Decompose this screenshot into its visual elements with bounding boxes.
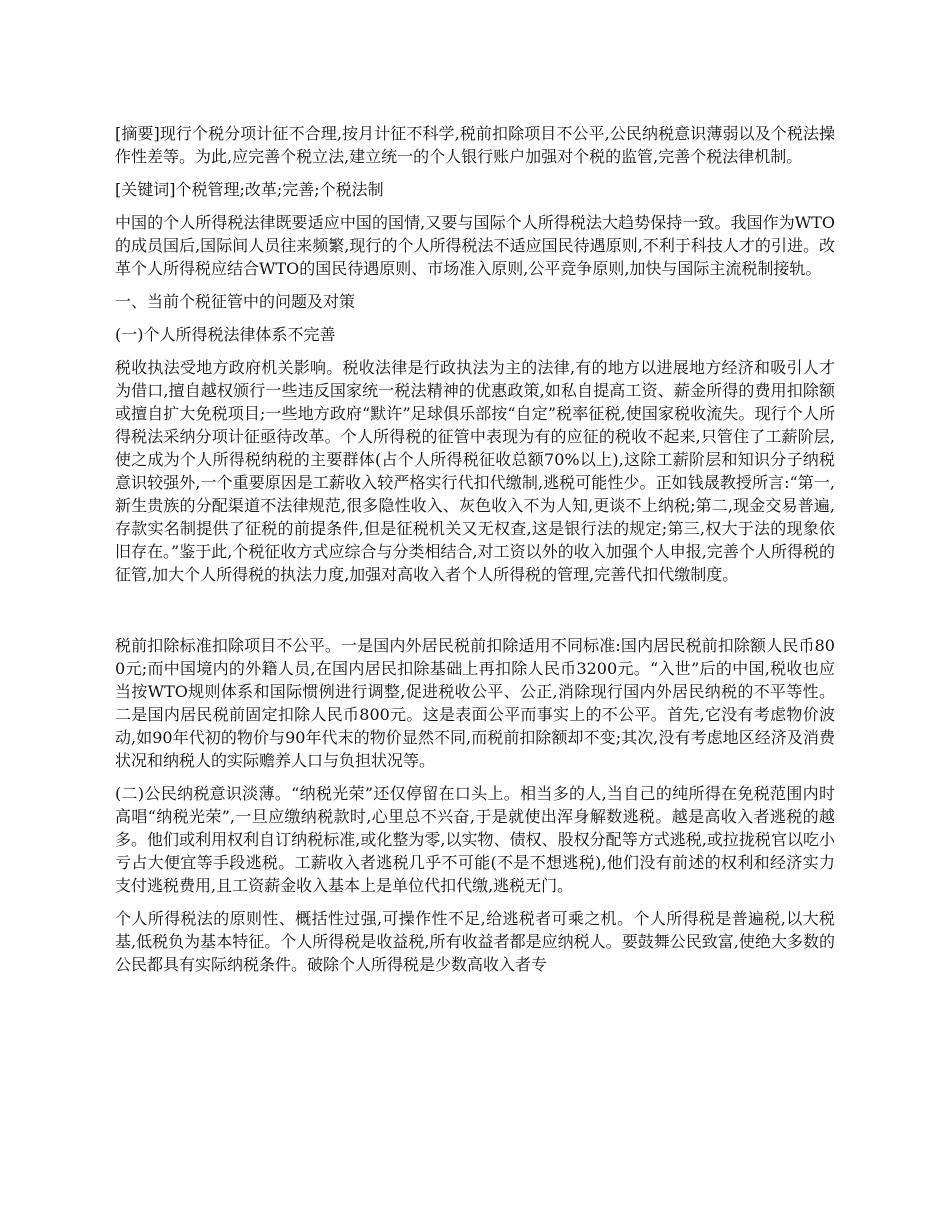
body-paragraph-deduction: 税前扣除标准扣除项目不公平。一是国内外居民税前扣除适用不同标准:国内居民税前扣除额人民币800元;而中国境内的外籍人员,在国内居民扣除基础上再扣除人民币3200元。“入世”后的中国,税收也应当按WTO规则体系和国际惯例进行调整,促进税收公平、公正,消除现行国内外居民纳税的不平等性。二是国内居民税前固定扣除人民币800元。这是表面公平而事实上的不公平。首先,它没有考虑物价波动,如90年代初的物价与90年代末的物价显然不同,而税前扣除额却不变;其次,没有考虑地区经济及消费状况和纳税人的实际赡养人口与负担状况等。 [115, 636, 835, 770]
body-paragraph-awareness: (二)公民纳税意识淡薄。“纳税光荣”还仅停留在口头上。相当多的人,当自己的纯所得在免税范围内时高唱“纳税光荣”,一旦应缴纳税款时,心里总不兴奋,于是就使出浑身解数逃税。越是高收入者逃税的越多。他们或利用权利自订纳税标准,或化整为零,以实物、债权、股权分配等方式逃税,或拉拢税官以吃小亏占大便宜等手段逃税。工薪收入者逃税几乎不可能(不是不想逃税),他们没有前述的权利和经济实力支付逃税费用,且工资薪金收入基本上是单位代扣代缴,逃税无门。 [115, 784, 835, 895]
body-paragraph-operability: 个人所得税法的原则性、概括性过强,可操作性不足,给逃税者可乘之机。个人所得税是普遍税,以大税基,低税负为基本特征。个人所得税是收益税,所有收益者都是应纳税人。要鼓舞公民致富,使绝大多数的公民都具有实际纳税条件。破除个人所得税是少数高收入者专 [115, 909, 835, 974]
intro-paragraph: 中国的个人所得税法律既要适应中国的国情,又要与国际个人所得税法大趋势保持一致。我国作为WTO的成员国后,国际间人员往来频繁,现行的个人所得税法不适应国民待遇原则,不利于科技人才的引进。改革个人所得税应结合WTO的国民待遇原则、市场准入原则,公平竞争原则,加快与国际主流税制接轨。 [115, 213, 835, 278]
paragraph-gap [115, 596, 835, 634]
document-body [115, 122, 835, 986]
section-heading-1: 一、当前个税征管中的问题及对策 [115, 292, 356, 311]
body-paragraph-enforcement: 税收执法受地方政府机关影响。税收法律是行政执法为主的法律,有的地方以进展地方经济和吸引人才为借口,擅自越权颁行一些违反国家统一税法精神的优惠政策,如私自提高工资、薪金所得的费用扣除额或擅自扩大免税项目;一些地方政府“默许”足球俱乐部按“自定”税率征税,使国家税收流失。现行个人所得税法采纳分项计征亟待改革。个人所得税的征管中表现为有的应征的税收不起来,只管住了工薪阶层,使之成为个人所得税纳税的主要群体(占个人所得税征收总额70%以上),这除工薪阶层和知识分子纳税意识较强外,一个重要原因是工薪收入较严格实行代扣代缴制,逃税可能性少。正如钱晟教授所言:“第一,新生贵族的分配渠道不法律规范,很多隐性收入、灰色收入不为人知,更谈不上纳税;第二,现金交易普遍,存款实名制提供了征税的前提条件,但是征税机关又无权查,这是银行法的规定;第三,权大于法的现象依旧存在。”鉴于此,个税征收方式应综合与分类相结合,对工资以外的收入加强个人申报,完善个人所得税的征管,加大个人所得税的执法力度,加强对高收入者个人所得税的管理,完善代扣代缴制度。 [115, 358, 835, 584]
subsection-heading-1: (一)个人所得税法律体系不完善 [115, 325, 336, 344]
abstract-paragraph: [摘要]现行个税分项计征不合理,按月计征不科学,税前扣除项目不公平,公民纳税意识薄弱以及个税法操作性差等。为此,应完善个税立法,建立统一的个人银行账户加强对个税的监管,完善个税法律机制。 [115, 124, 835, 166]
keywords-paragraph: [关键词]个税管理;改革;完善;个税法制 [115, 180, 384, 199]
